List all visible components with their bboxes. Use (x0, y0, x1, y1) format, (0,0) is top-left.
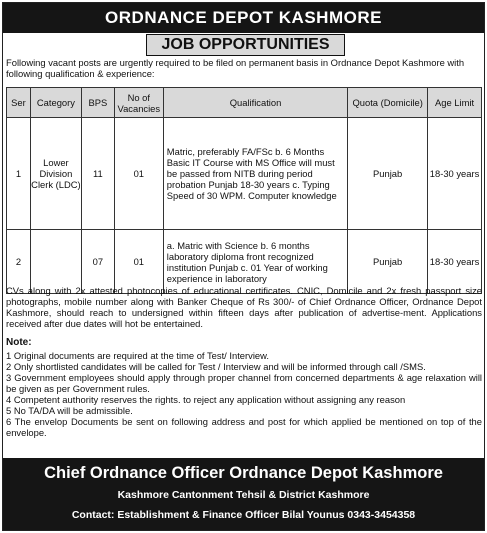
cell-age-limit: 18-30 years (428, 230, 482, 294)
cell-quota: Punjab (348, 118, 428, 230)
notes-list (6, 350, 482, 438)
footer-address: Kashmore Cantonment Tehsil & District Kashmore (117, 489, 370, 501)
page-subtitle: JOB OPPORTUNITIES (146, 34, 345, 56)
cell-age-limit: 18-30 years (428, 118, 482, 230)
col-header-ser: Ser (7, 88, 31, 118)
footer-contact: Contact: Establishment & Finance Officer Bilal Younus 0343-3454358 (71, 509, 416, 521)
table-row (7, 230, 482, 294)
col-header-age-limit: Age Limit (428, 88, 482, 118)
cell-qualification: a. Matric with Science b. 6 months laboratory diploma front recognized institution Punjab c. 01 Year of working experience in laboratory (163, 230, 347, 294)
note-item: 2 Only shortlisted candidates will be called for Test / Interview and will be informed through call /SMS. (6, 361, 426, 372)
col-header-bps: BPS (81, 88, 114, 118)
cell-ser: 2 (7, 230, 31, 294)
col-header-quota: Quota (Domicile) (348, 88, 428, 118)
col-header-vacancies: No of Vacancies (114, 88, 163, 118)
note-item: 6 The envelop Documents be sent on following address and post for which applied be mentioned on top of the envelope. (6, 416, 482, 438)
cell-ser: 1 (7, 118, 31, 230)
page-title: ORDNANCE DEPOT KASHMORE (3, 3, 484, 33)
cell-category (30, 230, 81, 294)
cell-bps: 07 (81, 230, 114, 294)
footer (3, 458, 484, 531)
cell-vacancies: 01 (114, 230, 163, 294)
note-item: 4 Competent authority reserves the rights. to reject any application without assigning any reason (6, 394, 406, 405)
footer-office: Chief Ordnance Officer Ordnance Depot Kashmore (44, 464, 443, 482)
note-heading: Note: (6, 337, 32, 348)
note-item: 1 Original documents are required at the time of Test/ Interview. (6, 350, 269, 361)
cell-bps: 11 (81, 118, 114, 230)
cell-vacancies: 01 (114, 118, 163, 230)
table-row (7, 118, 482, 230)
col-header-qualification: Qualification (163, 88, 347, 118)
cell-category: Lower Division Clerk (LDC) (30, 118, 81, 230)
cell-quota: Punjab (348, 230, 428, 294)
job-table (6, 87, 482, 294)
application-instructions: CVs along with 2x attested photocopies of educational certificates. CNIC, Domicile and 2x fresh passport size photographs, mobile number along with Banker Cheque of Rs 300/- of Chief Ordnance Officer, Ordnance Depot Kashmore, should reach to undersigned within fifteen days after publication of advertise-ment. Applications received after due dates will hot be entertained. (6, 285, 482, 329)
note-item: 3 Government employees should apply through proper channel from concerned departments & age relaxation will be given as per Government rules. (6, 372, 482, 394)
col-header-category: Category (30, 88, 81, 118)
cell-qualification: Matric, preferably FA/FSc b. 6 Months Basic IT Course with MS Office will must be passed from NITB during period probation Punjab 18-30 years c. Typing Speed of 30 WPM. Computer knowledge (163, 118, 347, 230)
advertisement (2, 2, 485, 531)
table-header-row (7, 88, 482, 118)
intro-text: Following vacant posts are urgently required to be filed on permanent basis in Ordnance Depot Kashmore with following qualification & experience: (6, 57, 465, 79)
note-item: 5 No TA/DA will be admissible. (6, 405, 133, 416)
